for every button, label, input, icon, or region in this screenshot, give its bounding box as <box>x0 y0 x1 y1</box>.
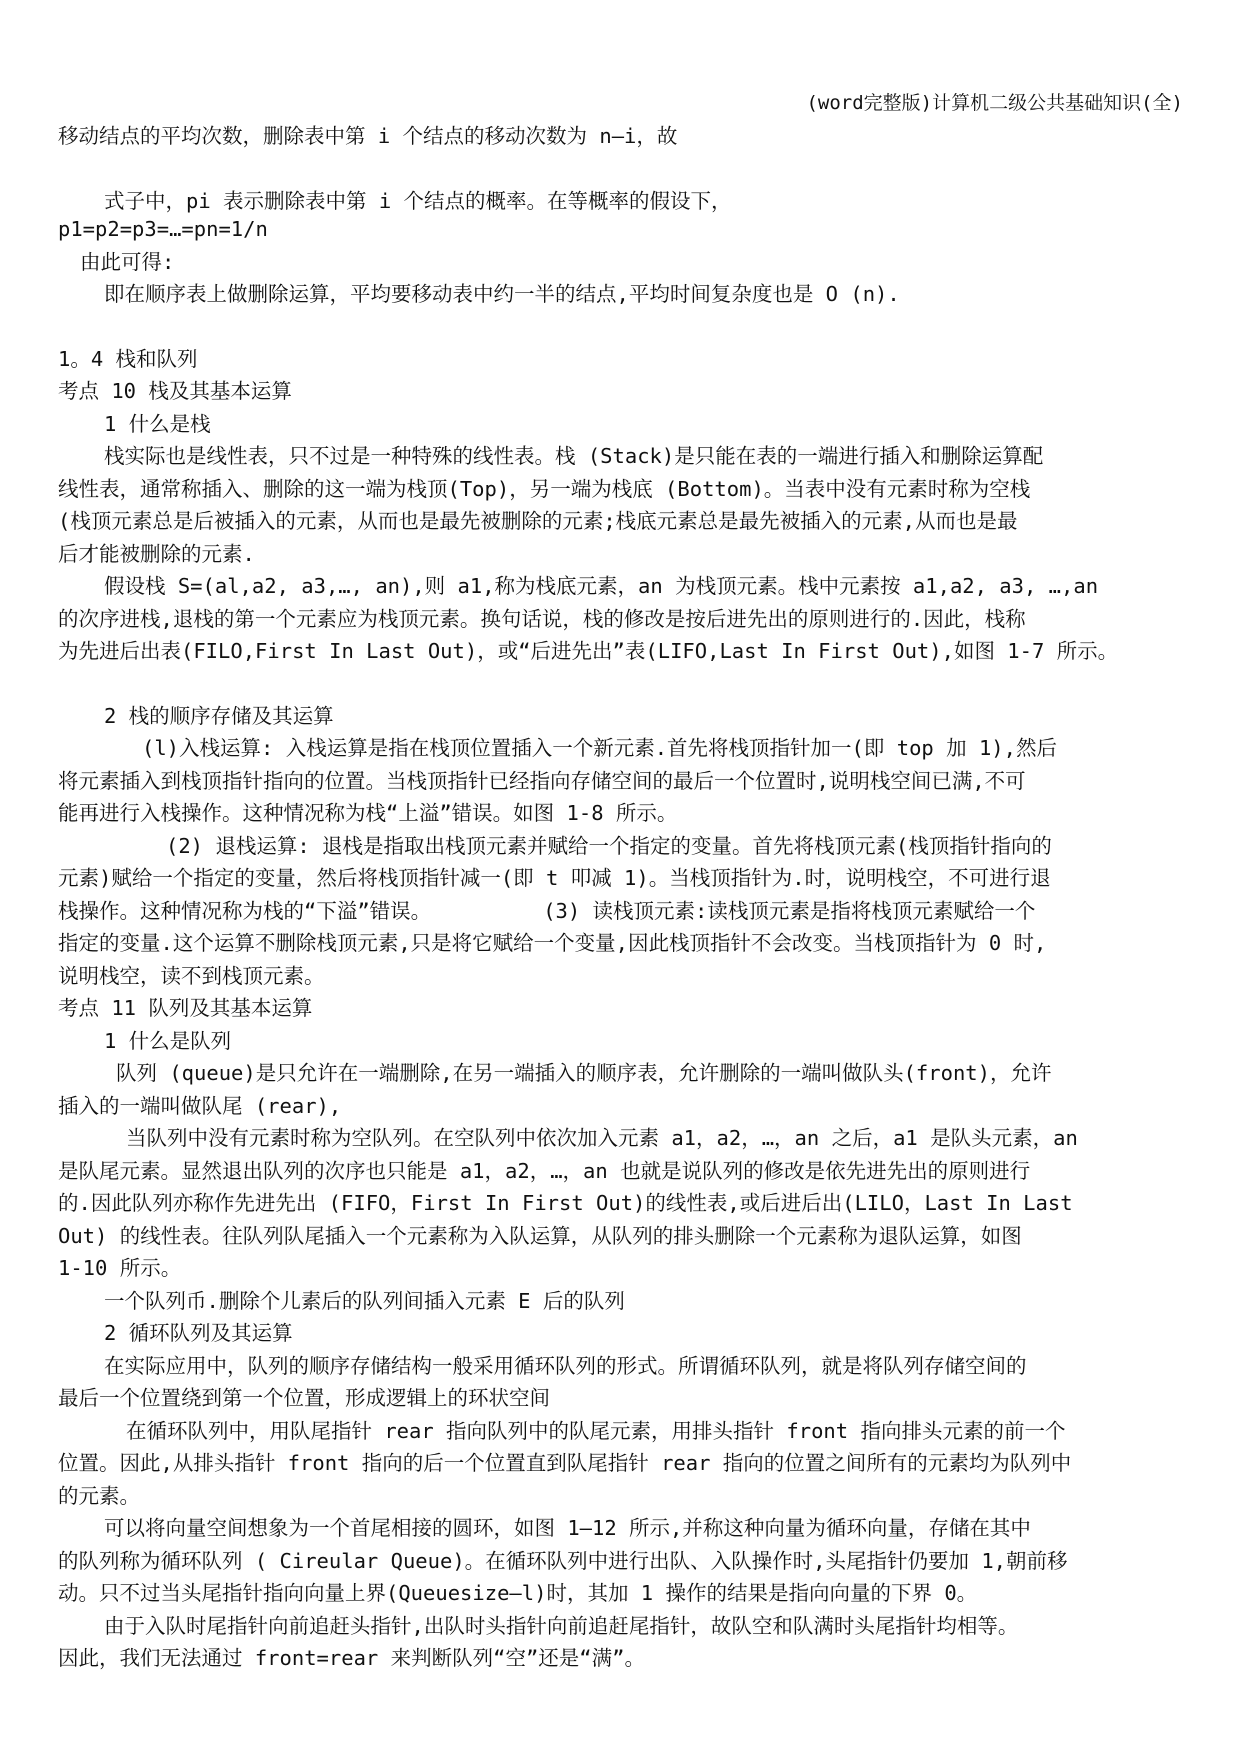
text-line: 指定的变量.这个运算不删除栈顶元素,只是将它赋给一个变量,因此栈顶指针不会改变。当栈顶指针为 0 时, <box>58 931 1047 955</box>
text-line: 线性表，通常称插入、删除的这一端为栈顶(Top)，另一端为栈底 (Bottom)。当表中没有元素时称为空栈 <box>58 476 1031 501</box>
text-line: 假设栈 S=(al,a2, a3,…, an),则 a1,称为栈底元素，an 为栈顶元素。栈中元素按 a1,a2, a3, …,an <box>104 574 1099 598</box>
text-line: 为先进后出表(FILO,First In Last Out)，或“后进先出”表(LIFO,Last In First Out),如图 1-7 所示。 <box>58 639 1119 663</box>
text-line: 因此，我们无法通过 front=rear 来判断队列“空”还是“满”。 <box>58 1646 645 1670</box>
text-line: 位置。因此,从排头指针 front 指向的后一个位置直到队尾指针 rear 指向的位置之间所有的元素均为队列中 <box>58 1451 1072 1475</box>
text-line: 最后一个位置绕到第一个位置，形成逻辑上的环状空间 <box>58 1386 550 1410</box>
subsection-heading: 2 栈的顺序存储及其运算 <box>104 703 334 728</box>
text-line: (2) 退栈运算: 退栈是指取出栈顶元素并赋给一个指定的变量。首先将栈顶元素(栈顶指针指向的 <box>166 833 1052 858</box>
running-header: (word完整版)计算机二级公共基础知识(全) <box>806 92 1183 114</box>
document-body <box>58 120 1188 1675</box>
text-line: 能再进行入栈操作。这种情况称为栈“上溢”错误。如图 1-8 所示。 <box>58 801 678 825</box>
text-line: 由此可得: <box>80 249 175 274</box>
text-line: (栈顶元素总是后被插入的元素，从而也是最先被删除的元素;栈底元素总是最先被插入的元素,从而也是最 <box>58 509 1018 533</box>
text-span: (3) 读栈顶元素:读栈顶元素是指将栈顶元素赋给一个 <box>543 898 1036 923</box>
text-line: 即在顺序表上做删除运算，平均要移动表中约一半的结点,平均时间复杂度也是 O (n). <box>104 282 900 306</box>
subsection-heading: 1 什么是栈 <box>104 411 211 436</box>
subsection-heading: 2 循环队列及其运算 <box>104 1321 293 1345</box>
text-line: 在循环队列中，用队尾指针 rear 指向队列中的队尾元素，用排头指针 front 指向排头元素的前一个 <box>126 1418 1066 1443</box>
text-line: 元素)赋给一个指定的变量，然后将栈顶指针减一(即 t 叩减 1)。当栈顶指针为.时，说明栈空，不可进行退 <box>58 866 1051 890</box>
text-line: 由于入队时尾指针向前追赶头指针,出队时头指针向前追赶尾指针，故队空和队满时头尾指针均相等。 <box>104 1613 1019 1638</box>
text-line: 1-10 所示。 <box>58 1256 182 1280</box>
text-line: 的队列称为循环队列 ( Cireular Queue)。在循环队列中进行出队、入队操作时,头尾指针仍要加 1,朝前移 <box>58 1548 1068 1573</box>
text-line: 的元素。 <box>58 1483 140 1508</box>
section-heading: 考点 11 队列及其基本运算 <box>58 996 313 1020</box>
text-span: 栈操作。这种情况称为栈的“下溢”错误。 <box>58 898 432 923</box>
text-line: 是队尾元素。显然退出队列的次序也只能是 a1，a2，…，an 也就是说队列的修改是依先进先出的原则进行 <box>58 1158 1031 1183</box>
text-line: 动。只不过当头尾指针指向向量上界(Queuesize—l)时，其加 1 操作的结果是指向向量的下界 0。 <box>58 1581 978 1605</box>
text-line: 栈实际也是线性表，只不过是一种特殊的线性表。栈 (Stack)是只能在表的一端进行插入和删除运算配 <box>104 444 1044 468</box>
text-line: 的次序进栈,退栈的第一个元素应为栈顶元素。换句话说，栈的修改是按后进先出的原则进行的.因此，栈称 <box>58 606 1026 631</box>
text-line: 式子中，pi 表示删除表中第 i 个结点的概率。在等概率的假设下， <box>104 188 732 213</box>
text-line: (l)入栈运算: 入栈运算是指在栈顶位置插入一个新元素.首先将栈顶指针加一(即 top 加 1),然后 <box>142 736 1057 760</box>
text-line: 一个队列币.删除个儿素后的队列间插入元素 E 后的队列 <box>104 1288 625 1313</box>
subsection-heading: 1 什么是队列 <box>104 1028 232 1053</box>
text-line: 队列 (queue)是只允许在一端删除,在另一端插入的顺序表，允许删除的一端叫做队头(front)，允许 <box>116 1061 1052 1085</box>
text-line: Out) 的线性表。往队列队尾插入一个元素称为入队运算，从队列的排头删除一个元素称为退队运算，如图 <box>58 1223 1022 1248</box>
section-heading: 1。4 栈和队列 <box>58 346 198 371</box>
text-line: 移动结点的平均次数，删除表中第 i 个结点的移动次数为 n—i，故 <box>58 124 678 148</box>
text-line: 在实际应用中，队列的顺序存储结构一般采用循环队列的形式。所谓循环队列，就是将队列存储空间的 <box>104 1353 1027 1378</box>
text-line: 当队列中没有元素时称为空队列。在空队列中依次加入元素 a1，a2，…，an 之后，a1 是队头元素，an <box>126 1126 1078 1150</box>
text-line <box>58 895 1188 928</box>
text-line: 可以将向量空间想象为一个首尾相接的圆环，如图 1—12 所示,并称这种向量为循环向量，存储在其中 <box>104 1516 1031 1540</box>
text-line: 后才能被删除的元素. <box>58 541 255 566</box>
formula-line: p1=p2=p3=…=pn=1/n <box>58 217 268 241</box>
text-line: 将元素插入到栈顶指针指向的位置。当栈顶指针已经指向存储空间的最后一个位置时,说明栈空间已满,不可 <box>58 768 1026 793</box>
section-heading: 考点 10 栈及其基本运算 <box>58 379 292 403</box>
text-line: 的.因此队列亦称作先进先出 (FIFO，First In First Out)的线性表,或后进后出(LILO，Last In Last <box>58 1191 1073 1215</box>
text-line: 插入的一端叫做队尾 (rear), <box>58 1093 342 1118</box>
text-line: 说明栈空，读不到栈顶元素。 <box>58 963 325 988</box>
